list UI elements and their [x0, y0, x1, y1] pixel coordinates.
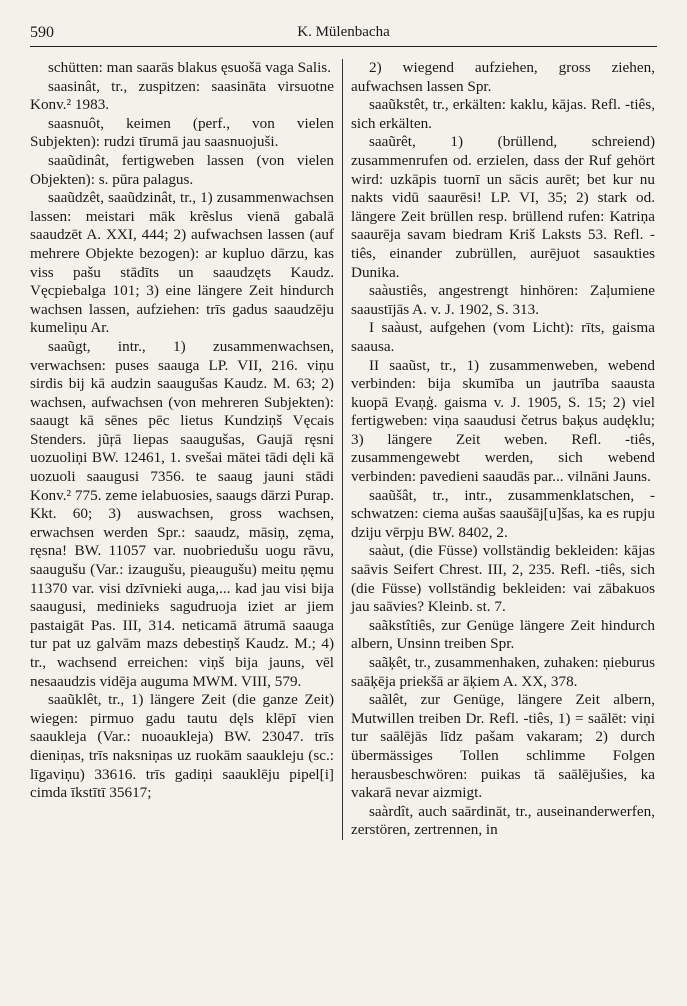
entry: I saàust, aufgehen (vom Licht): rīts, gaisma saausa.	[351, 319, 655, 355]
entry: saaũkstêt, tr., erkälten: kaklu, kājas. Refl. -tiês, sich erkälten.	[351, 96, 655, 132]
right-column	[342, 59, 655, 840]
running-head: K. Mülenbacha	[297, 24, 390, 40]
entry: 2) wiegend aufziehen, gross ziehen, aufwachsen lassen Spr.	[351, 59, 655, 95]
page-header	[30, 24, 657, 47]
entry: saaũklêt, tr., 1) längere Zeit (die ganze Zeit) wiegen: pirmuo gadu tautu dęls klēpī vien saaukleja (Var.: nuoaukleja) BW. 23047. trīs dieniņas, trīs naksniņas uz ruokām saaukleju (sc.: līgaviņu) 33616. trīs gadiņi saauklēju pipel[i] cimda īkstītī 35617;	[30, 691, 334, 802]
entry: saãķêt, tr., zusammenhaken, zuhaken: ņieburus saāķēja priekšā ar āķiem A. XX, 378.	[351, 654, 655, 690]
entry: saasinât, tr., zuspitzen: saasināta virsuotne Konv.² 1983.	[30, 77, 334, 114]
entry: saãlêt, zur Genüge, längere Zeit albern, Mutwillen treiben Dr. Refl. -tiês, 1) = saālēt: viņi tur saālējās līdz pašam vakaram; 2) durch übermässiges Tollen schlimme Folgen herausbeschwören: puikas tā saālējušies, ka vakarā nevar aizmigt.	[351, 691, 655, 802]
text-columns	[30, 59, 657, 840]
entry: saaũgt, intr., 1) zusammenwachsen, verwachsen: puses saauga LP. VII, 216. viņu sirdis bij kā audzin saaugušas Kaudz. M. 63; 2) wachsen, aufwachsen (von mehreren Subjekten): saaugt kā sēnes pēc lietus Kundziņš Vęcais Stenders. jũŗā liepas saaugušas, Gaujā ręsni uozuoliņi BW. 12461, 1. svešai mātei tādi dęli kā uozuoli saaugusi 7356. te saaug jauni stādi Konv.² 775. zeme ielabuosies, saaugs dārzi Purap. Kkt. 60; 3) auswachsen, gross wachsen, erwachsen werden Spr.: saaudz, māsiņ, zęma, ręsna! BW. 11057 var. nuobriedušu uogu rāvu, saaugušu (Var.: izaugušu, pieaugušu) meitu ņęmu 11370 var. visi dzīvnieki auga,... kad jau visi bija saaugusi, medinieks sagudruoja iziet ar jiem pastaigāt Pas. III, 314. neticamā ātrumā saauga tur pat uz galvām mazs debestiņš Kaudz. M.; 4) tr., wachsend erreichen: viņš bija jauns, vēl nesaaudzis vidēja auguma MWM. VIII, 579.	[30, 337, 334, 690]
entry: saasnuôt, keimen (perf., von vielen Subjekten): rudzi tīrumā jau saasnuojuši.	[30, 114, 334, 151]
entry: saaũdzêt, saaũdzinât, tr., 1) zusammenwachsen lassen: meistari māk krẽslus vienā gabalā saaudzēt A. XXI, 444; 2) aufwachsen lassen (auf mehrere Objekte bezogen): ar kupluo dārzu, kas viss pašu stādīts un saaudzęts Kaudz. Vęcpiebalga 101; 3) eine längere Zeit hindurch wachsen lassen, aufziehen: trīs gadus saaudzēju kumeliņu Ar.	[30, 189, 334, 337]
entry: saàustiês, angestrengt hinhören: Zaļumiene saaustījās A. v. J. 1902, S. 313.	[351, 282, 655, 318]
entry: schütten: man saarās blakus ęsuošā vaga Salis.	[48, 59, 332, 76]
page-number: 590	[30, 24, 54, 41]
entry: saàut, (die Füsse) vollständig bekleiden: kājas saāvis Seifert Chrest. III, 2, 235. Refl. -tiês, sich (die Füsse) vollständig bekleiden: vai zābakuos jau saāvies? Kleinb. st. 7.	[351, 542, 655, 616]
entry: II saaũst, tr., 1) zusammenweben, webend verbinden: bija skumība un jautrība saausta kuopā Evaņģ. gaisma v. J. 1905, S. 15; 2) viel fertigweben: viņa saaudusi četrus baķus audęklu; 3) längere Zeit weben. Refl. -tiês, zusammengewebt werden, sich webend verbinden: pavedieni saaudās par... vilnāni Jauns.	[351, 356, 655, 486]
entry: saàrdît, auch saārdināt, tr., auseinanderwerfen, zerstören, zertrennen, in	[351, 802, 655, 839]
entry: saaũdinât, fertigweben lassen (von vielen Objekten): s. pūra palagus.	[30, 151, 334, 188]
left-column	[30, 59, 342, 840]
entry: saãkstîtiês, zur Genüge längere Zeit hindurch albern, Unsinn treiben Spr.	[351, 616, 655, 653]
entry: saaũrêt, 1) (brüllend, schreiend) zusammenrufen od. erzielen, dass der Ruf gehört wird: uzkāpis tuornī un sācis aurēt; bet kur nu nakts vidū saaurēsi! LP. VI, 35; 2) stark od. längere Zeit brüllen resp. brüllend rufen: Katriņa saaurēja savam biedram Kriš Laksts 53. Refl. -tiês, einander zubrüllen, aurējuot sasaukties Dunika.	[351, 133, 655, 281]
entry: saaũšât, tr., intr., zusammenklatschen, -schwatzen: ciema aušas saaušāj[u]šas, ka es rupju dziju vērpju BW. 8402, 2.	[351, 486, 655, 541]
